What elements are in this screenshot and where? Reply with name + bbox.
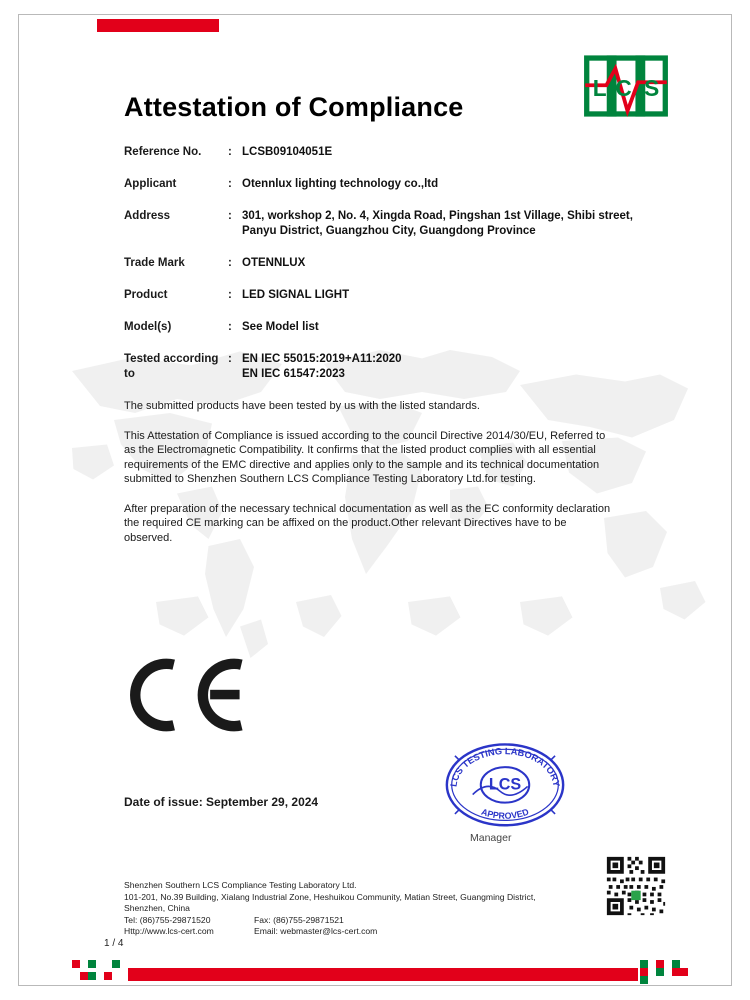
field-colon: : <box>228 353 232 365</box>
field-tested-according-to <box>124 352 664 382</box>
footer <box>124 880 544 938</box>
field-colon: : <box>228 289 232 301</box>
field-address <box>124 209 664 239</box>
svg-text:C: C <box>615 74 632 101</box>
field-label: Tested according to <box>124 353 219 380</box>
paragraph-1: The submitted products have been tested by us with the listed standards. <box>124 400 480 412</box>
field-models <box>124 320 664 335</box>
field-trade-mark <box>124 256 664 271</box>
field-label: Reference No. <box>124 146 202 158</box>
standard-line-1: EN IEC 55015:2019+A11:2020 <box>242 353 402 365</box>
footer-email[interactable]: Email: webmaster@lcs-cert.com <box>254 926 378 937</box>
page-title: Attestation of Compliance <box>124 92 464 122</box>
paragraph-3: After preparation of the necessary technical documentation as well as the EC conformity declaration the required CE marking can be affixed on the product.Other relevant Directives have to be observed. <box>124 502 611 544</box>
svg-text:LCS: LCS <box>488 775 522 794</box>
lcs-logo-icon <box>580 52 672 120</box>
field-value: See Model list <box>242 321 319 333</box>
field-product <box>124 288 664 303</box>
ce-marking-icon <box>120 655 250 735</box>
footer-tel: Tel: (86)755-29871520 <box>124 914 211 925</box>
field-label: Applicant <box>124 178 177 190</box>
certificate-content <box>60 30 690 560</box>
svg-text:L: L <box>592 74 607 101</box>
field-value-group <box>242 352 664 382</box>
body-paragraphs <box>124 399 616 545</box>
field-value: OTENNLUX <box>242 257 306 269</box>
bottom-red-bar <box>128 968 638 981</box>
field-list <box>124 145 664 382</box>
field-reference-no <box>124 145 664 160</box>
footer-company: Shenzhen Southern LCS Compliance Testing Laboratory Ltd. <box>124 880 357 890</box>
field-colon: : <box>228 257 232 269</box>
footer-fax: Fax: (86)755-29871521 <box>254 914 344 925</box>
field-applicant <box>124 177 664 192</box>
approval-stamp <box>440 738 570 843</box>
svg-text:LCS TESTING LABORATORY: LCS TESTING LABORATORY <box>448 746 562 788</box>
paragraph-2: This Attestation of Compliance is issued according to the council Directive 2014/30/EU, Referred to as the Electromagnetic Compatibility. It confirms that the listed product complies with all essential requirements of the EMC directive and applies only to the sample and its technical documentation submitted to Shenzhen Southern LCS Compliance Testing Laboratory Ltd.for testing. <box>124 429 606 485</box>
field-value: LCSB09104051E <box>242 146 333 158</box>
footer-contact-row-2 <box>124 926 544 938</box>
qr-code <box>605 855 667 917</box>
field-value: Otennlux lighting technology co.,ltd <box>242 178 439 190</box>
field-colon: : <box>228 210 232 222</box>
field-label: Product <box>124 289 168 301</box>
svg-text:APPROVED: APPROVED <box>479 806 531 821</box>
field-colon: : <box>228 146 232 158</box>
footer-http[interactable]: Http://www.lcs-cert.com <box>124 926 214 937</box>
bottom-left-checker <box>72 960 120 984</box>
field-value: 301, workshop 2, No. 4, Xingda Road, Pingshan 1st Village, Shibi street, Panyu District, Guangzhou City, Guangdong Province <box>242 210 633 237</box>
field-colon: : <box>228 178 232 190</box>
footer-address: 101-201, No.39 Building, Xialang Industrial Zone, Heshuikou Community, Matian Street, Guangming District, Shenzhen, China <box>124 891 536 914</box>
field-colon: : <box>228 321 232 333</box>
footer-contact-row-1 <box>124 915 544 927</box>
page-number: 1 / 4 <box>104 938 124 949</box>
manager-label: Manager <box>470 832 512 844</box>
field-label: Model(s) <box>124 321 172 333</box>
field-label: Address <box>124 210 171 222</box>
bottom-right-checker <box>640 960 696 984</box>
standard-line-2: EN IEC 61547:2023 <box>242 368 345 380</box>
field-value: LED SIGNAL LIGHT <box>242 289 350 301</box>
field-label: Trade Mark <box>124 257 185 269</box>
date-of-issue: Date of issue: September 29, 2024 <box>124 795 319 809</box>
svg-text:S: S <box>644 74 660 101</box>
